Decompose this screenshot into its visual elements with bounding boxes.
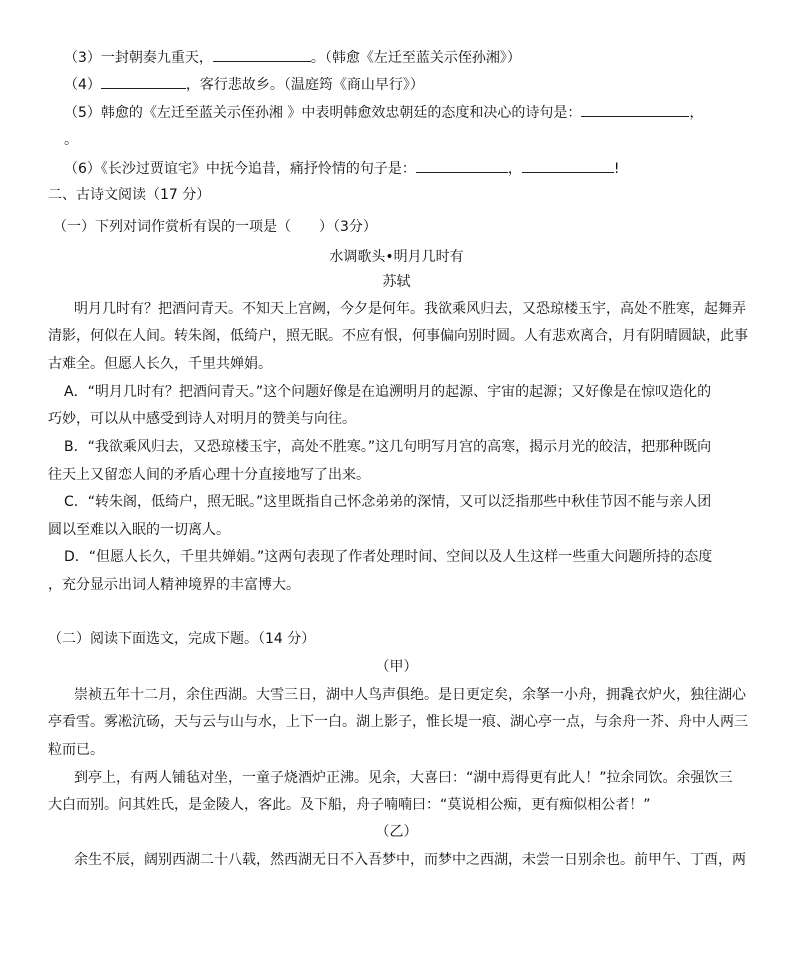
question-3 bbox=[64, 48, 521, 67]
question-4 bbox=[64, 75, 424, 94]
question-5-comma: ， bbox=[689, 105, 704, 121]
passage-yi-label: （乙） bbox=[375, 824, 418, 840]
poem-line: 古难全。但愿人长久，千里共婵娟。 bbox=[48, 356, 272, 372]
answer-blank[interactable] bbox=[416, 159, 508, 173]
poem-title: 水调歌头•明月几时有 bbox=[329, 249, 464, 265]
option-c-line-2: 圆以至难以入眠的一切离人。 bbox=[48, 522, 230, 538]
answer-blank[interactable] bbox=[581, 103, 689, 117]
answer-blank[interactable] bbox=[213, 48, 311, 62]
passage-line: 到亭上，有两人铺毡对坐，一童子烧酒炉正沸。见余，大喜曰：“湖中焉得更有此人！”拉余同饮。余强饮三 bbox=[74, 770, 733, 786]
answer-blank[interactable] bbox=[101, 75, 186, 89]
question-6-text: （6）《长沙过贾谊宅》中抚今追昔，痛抒怜情的句子是： bbox=[64, 161, 416, 177]
option-b-line-2: 往天上又留恋人间的矛盾心理十分直接地写了出来。 bbox=[48, 467, 370, 483]
question-6-end: ! bbox=[613, 161, 620, 177]
option-a-line-2: 巧妙，可以从中感受到诗人对明月的赞美与向往。 bbox=[48, 411, 356, 427]
part-2-title: （二）阅读下面选文，完成下题。（14 分） bbox=[48, 631, 316, 647]
passage-line: 崇祯五年十二月，余住西湖。大雪三日，湖中人鸟声俱绝。是日更定矣，余拏一小舟，拥毳衣炉火，独往湖心 bbox=[74, 687, 746, 703]
question-6-comma: ， bbox=[507, 161, 522, 177]
question-5-text: （5）韩愈的《左迁至蓝关示侄孙湘 》中表明韩愈效忠朝廷的态度和决心的诗句是： bbox=[64, 105, 582, 121]
question-4-suffix: ，客行悲故乡。（温庭筠《商山早行》） bbox=[185, 77, 424, 93]
option-b-line-1: B．“我欲乘风归去，又恐琼楼玉宇，高处不胜寒。”这几句明写月宫的高寒，揭示月光的皎洁，把那种既向 bbox=[64, 439, 712, 455]
question-3-prefix: （3）一封朝奏九重天， bbox=[64, 50, 213, 66]
question-4-prefix: （4） bbox=[64, 77, 101, 93]
poem-line: 明月几时有？把酒问青天。不知天上宫阙，今夕是何年。我欲乘风归去，又恐琼楼玉宇，高处不胜寒，起舞弄 bbox=[74, 301, 746, 317]
question-5 bbox=[64, 103, 703, 122]
poem-author: 苏轼 bbox=[382, 274, 411, 290]
passage-line: 余生不辰，阔别西湖二十八载，然西湖无日不入吾梦中，而梦中之西湖，未尝一日别余也。前甲午、丁酉，两 bbox=[74, 852, 746, 868]
question-6 bbox=[64, 159, 620, 178]
part-1-title: （一）下列对词作赏析有误的一项是（ ）（3分） bbox=[53, 219, 377, 235]
poem-line: 清影，何似在人间。转朱阁，低绮户，照无眠。不应有恨，何事偏向别时圆。人有悲欢离合，月有阴晴圆缺，此事 bbox=[48, 328, 748, 344]
passage-line: 粒而已。 bbox=[48, 742, 104, 758]
passage-line: 大白而别。问其姓氏，是金陵人，客此。及下船，舟子喃喃曰：“莫说相公痴，更有痴似相公者！” bbox=[48, 797, 651, 813]
section-title: 二、古诗文阅读（17 分） bbox=[48, 187, 211, 203]
question-3-suffix: 。（韩愈《左迁至蓝关示侄孙湘》） bbox=[310, 50, 521, 66]
question-5-continuation: 。 bbox=[64, 132, 78, 148]
option-d-line-2: ，充分显示出词人精神境界的丰富博大。 bbox=[48, 577, 300, 593]
passage-jia-label: （甲） bbox=[375, 659, 418, 675]
passage-line: 亭看雪。雾凇沆砀，天与云与山与水，上下一白。湖上影子，惟长堤一痕、湖心亭一点，与余舟一芥、舟中人两三 bbox=[48, 714, 748, 730]
answer-blank[interactable] bbox=[522, 159, 614, 173]
option-c-line-1: C．“转朱阁，低绮户，照无眠。”这里既指自己怀念弟弟的深情，又可以泛指那些中秋佳节因不能与亲人团 bbox=[64, 494, 712, 510]
option-d-line-1: D．“但愿人长久，千里共婵娟。”这两句表现了作者处理时间、空间以及人生这样一些重大问题所持的态度 bbox=[64, 549, 713, 565]
option-a-line-1: A．“明月几时有？把酒问青天。”这个问题好像是在追溯明月的起源、宇宙的起源；又好像是在惊叹造化的 bbox=[64, 384, 712, 400]
